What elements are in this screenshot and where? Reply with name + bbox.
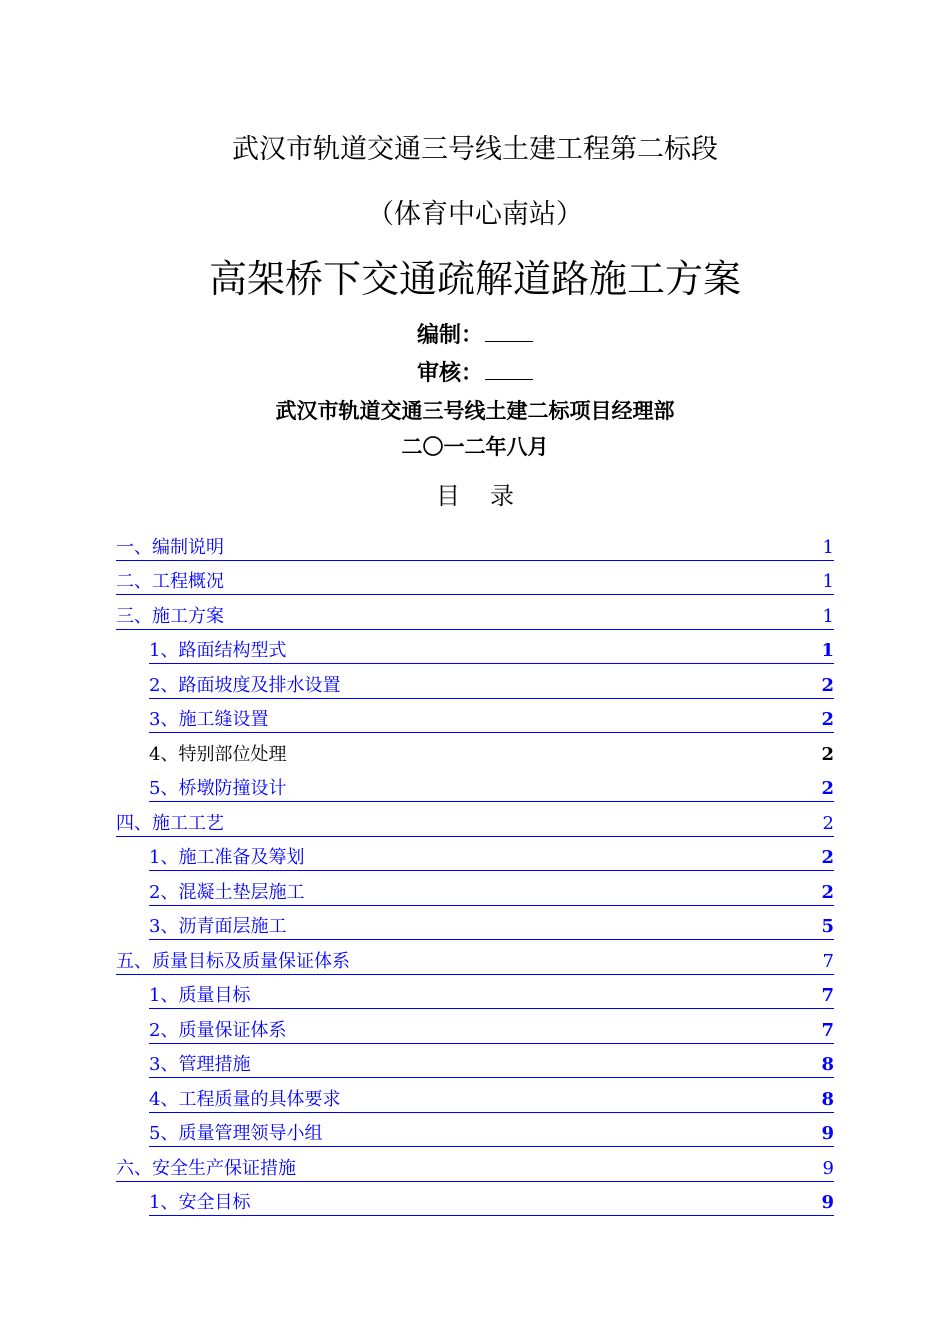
toc-entry-label[interactable]: 1、施工准备及筹划 xyxy=(149,847,305,868)
department-name: 武汉市轨道交通三号线土建二标项目经理部 xyxy=(275,398,675,423)
toc-entry[interactable] xyxy=(116,806,834,841)
toc-entry-label[interactable]: 1、安全目标 xyxy=(149,1192,251,1213)
toc-entry-page[interactable]: 8 xyxy=(821,1054,834,1075)
toc-entry-underline xyxy=(149,732,834,733)
toc-entry-page[interactable]: 9 xyxy=(822,1157,834,1179)
toc-entry-underline xyxy=(149,1077,834,1078)
toc-entry-page[interactable]: 9 xyxy=(821,1192,834,1213)
toc-entry-underline xyxy=(116,629,834,630)
toc-entry-page[interactable]: 2 xyxy=(821,709,834,730)
toc-entry[interactable] xyxy=(116,1082,834,1117)
toc-entry-page[interactable]: 2 xyxy=(821,778,834,799)
compiler-label: 编制： xyxy=(416,322,483,348)
toc-entry-underline xyxy=(149,1146,834,1147)
toc-entry[interactable] xyxy=(116,1013,834,1048)
toc-entry-label[interactable]: 3、施工缝设置 xyxy=(149,709,269,730)
toc-entry-label[interactable]: 3、沥青面层施工 xyxy=(149,916,287,937)
toc-entry[interactable] xyxy=(116,1048,834,1083)
toc-entry-page[interactable]: 1 xyxy=(822,536,834,558)
toc-entry-underline xyxy=(149,870,834,871)
project-name: 武汉市轨道交通三号线土建工程第二标段 xyxy=(232,134,718,165)
compiler-blank xyxy=(485,321,533,342)
toc-entry-underline xyxy=(149,801,834,802)
toc-entry-label[interactable]: 四、施工工艺 xyxy=(116,812,224,834)
toc-entry-page[interactable]: 7 xyxy=(821,985,834,1006)
toc-entry-underline xyxy=(149,1215,834,1216)
toc-entry-page[interactable]: 1 xyxy=(822,605,834,627)
reviewer-blank xyxy=(485,359,533,380)
toc-entry[interactable] xyxy=(116,599,834,634)
toc-entry[interactable] xyxy=(116,910,834,945)
toc-entry-label[interactable]: 六、安全生产保证措施 xyxy=(116,1157,296,1179)
toc-entry-page[interactable]: 7 xyxy=(821,1019,834,1041)
toc-entry[interactable] xyxy=(116,979,834,1014)
document-title: 高架桥下交通疏解道路施工方案 xyxy=(208,257,741,301)
toc-entry-label[interactable]: 五、质量目标及质量保证体系 xyxy=(116,950,350,972)
toc-entry[interactable] xyxy=(116,875,834,910)
toc-entry-label[interactable]: 三、施工方案 xyxy=(116,605,224,627)
toc-entry-underline xyxy=(149,1008,834,1009)
toc-entry-underline xyxy=(149,905,834,906)
toc-entry[interactable] xyxy=(116,530,834,565)
toc-entry-page[interactable]: 8 xyxy=(821,1088,834,1110)
toc-entry[interactable] xyxy=(116,565,834,600)
toc-entry-underline xyxy=(149,1043,834,1044)
toc-entry[interactable] xyxy=(116,634,834,669)
toc-entry-underline xyxy=(116,836,834,837)
toc-entry-label[interactable]: 1、路面结构型式 xyxy=(149,640,287,661)
toc-entry[interactable] xyxy=(116,1117,834,1152)
toc-entry-underline xyxy=(149,939,834,940)
toc-entry-label: 4、特别部位处理 xyxy=(149,743,287,765)
toc-entry[interactable] xyxy=(116,668,834,703)
toc-entry[interactable] xyxy=(116,841,834,876)
toc-entry-label[interactable]: 2、路面坡度及排水设置 xyxy=(149,674,341,696)
table-of-contents xyxy=(116,530,834,1220)
toc-entry xyxy=(116,737,834,772)
toc-entry-label[interactable]: 2、混凝土垫层施工 xyxy=(149,881,305,903)
toc-entry[interactable] xyxy=(116,1151,834,1186)
toc-entry-underline xyxy=(116,560,834,561)
toc-entry-page[interactable]: 2 xyxy=(822,812,834,834)
toc-entry-label[interactable]: 3、管理措施 xyxy=(149,1054,251,1075)
toc-entry-page[interactable]: 7 xyxy=(822,950,834,972)
toc-entry-underline xyxy=(149,698,834,699)
toc-entry-page[interactable]: 2 xyxy=(821,881,834,903)
toc-entry-underline xyxy=(116,1181,834,1182)
toc-entry-page[interactable]: 5 xyxy=(821,916,834,937)
toc-entry-label[interactable]: 一、编制说明 xyxy=(116,536,224,558)
toc-entry-label[interactable]: 5、桥墩防撞设计 xyxy=(149,778,287,799)
toc-entry-underline xyxy=(116,974,834,975)
reviewer-label: 审核： xyxy=(416,360,483,386)
toc-entry-page[interactable]: 2 xyxy=(821,674,834,696)
toc-entry-page[interactable]: 2 xyxy=(821,847,834,868)
toc-entry-label[interactable]: 1、质量目标 xyxy=(149,985,251,1006)
toc-entry[interactable] xyxy=(116,703,834,738)
document-date: 二〇一二年八月 xyxy=(401,434,549,459)
toc-entry-underline xyxy=(149,663,834,664)
toc-entry-page[interactable]: 1 xyxy=(821,640,834,661)
toc-heading: 目录 xyxy=(436,482,544,510)
toc-entry-underline xyxy=(116,594,834,595)
toc-entry[interactable] xyxy=(116,772,834,807)
toc-entry-underline xyxy=(149,1112,834,1113)
toc-entry-label[interactable]: 2、质量保证体系 xyxy=(149,1019,287,1041)
toc-entry-page[interactable]: 9 xyxy=(821,1123,834,1144)
station-name: （体育中心南站） xyxy=(367,199,583,230)
toc-entry-label[interactable]: 5、质量管理领导小组 xyxy=(149,1123,323,1144)
toc-entry-label[interactable]: 4、工程质量的具体要求 xyxy=(149,1088,341,1110)
reviewer-line xyxy=(0,358,950,388)
compiler-line xyxy=(0,320,950,350)
toc-entry-page: 2 xyxy=(821,743,834,765)
toc-entry-page[interactable]: 1 xyxy=(822,571,834,592)
toc-entry-label[interactable]: 二、工程概况 xyxy=(116,571,224,592)
toc-entry[interactable] xyxy=(116,944,834,979)
toc-entry[interactable] xyxy=(116,1186,834,1221)
